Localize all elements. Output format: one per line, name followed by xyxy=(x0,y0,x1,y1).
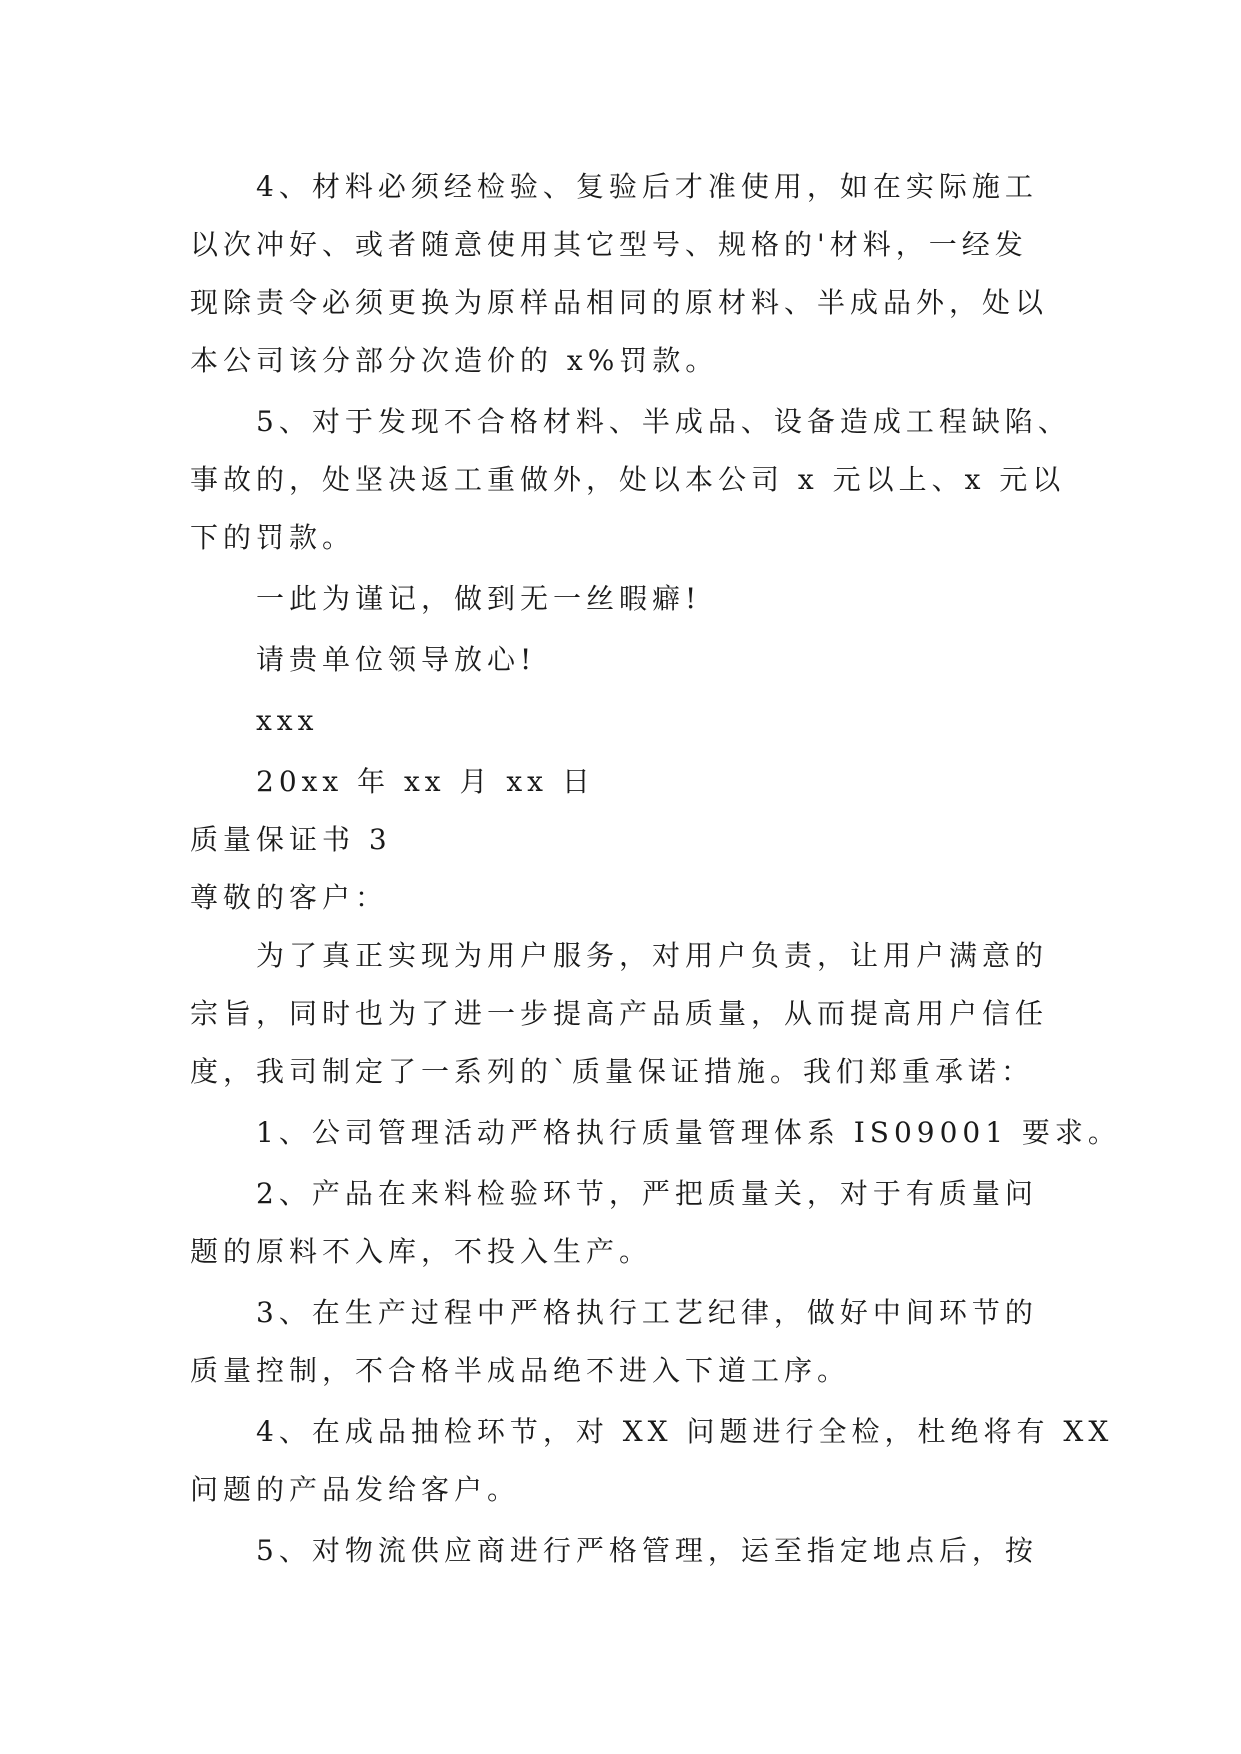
paragraph-line: 3、在生产过程中严格执行工艺纪律，做好中间环节的 xyxy=(256,1296,1038,1329)
paragraph-line: 5、对物流供应商进行严格管理，运至指定地点后，按 xyxy=(256,1534,1038,1567)
section-title: 质量保证书 3 xyxy=(190,823,392,856)
paragraph-line: 质量控制，不合格半成品绝不进入下道工序。 xyxy=(190,1354,851,1387)
paragraph-line: 一此为谨记，做到无一丝暇癖! xyxy=(256,582,702,615)
paragraph-line: 度，我司制定了一系列的`质量保证措施。我们郑重承诺： xyxy=(190,1055,1035,1088)
paragraph-line: 下的罚款。 xyxy=(190,521,356,554)
paragraph-line: 题的原料不入库，不投入生产。 xyxy=(190,1235,653,1268)
document-body xyxy=(190,158,1121,1580)
paragraph-line: 2、产品在来料检验环节，严把质量关，对于有质量问 xyxy=(256,1177,1038,1210)
paragraph-line: 宗旨，同时也为了进一步提高产品质量，从而提高用户信任 xyxy=(190,997,1049,1030)
paragraph-line: 问题的产品发给客户。 xyxy=(190,1473,521,1506)
paragraph-line: 以次冲好、或者随意使用其它型号、规格的'材料，一经发 xyxy=(190,228,1028,261)
paragraph-line: 4、材料必须经检验、复验后才准使用，如在实际施工 xyxy=(256,170,1038,203)
paragraph-line: 1、公司管理活动严格执行质量管理体系 IS09001 要求。 xyxy=(256,1116,1121,1149)
paragraph-line: 事故的，处坚决返工重做外，处以本公司 x 元以上、x 元以 xyxy=(190,463,1066,496)
paragraph-line: 现除责令必须更换为原样品相同的原材料、半成品外，处以 xyxy=(190,286,1049,319)
paragraph-line: 请贵单位领导放心! xyxy=(256,643,537,676)
document-date: 20xx 年 xx 月 xx 日 xyxy=(256,765,595,798)
signature-name: xxx xyxy=(256,704,319,737)
paragraph-line: 本公司该分部分次造价的 x%罚款。 xyxy=(190,344,719,377)
paragraph-line: 4、在成品抽检环节，对 XX 问题进行全检，杜绝将有 XX xyxy=(256,1415,1114,1448)
paragraph-line: 为了真正实现为用户服务，对用户负责，让用户满意的 xyxy=(256,939,1049,972)
paragraph-line: 5、对于发现不合格材料、半成品、设备造成工程缺陷、 xyxy=(256,405,1071,438)
salutation: 尊敬的客户： xyxy=(190,881,389,914)
